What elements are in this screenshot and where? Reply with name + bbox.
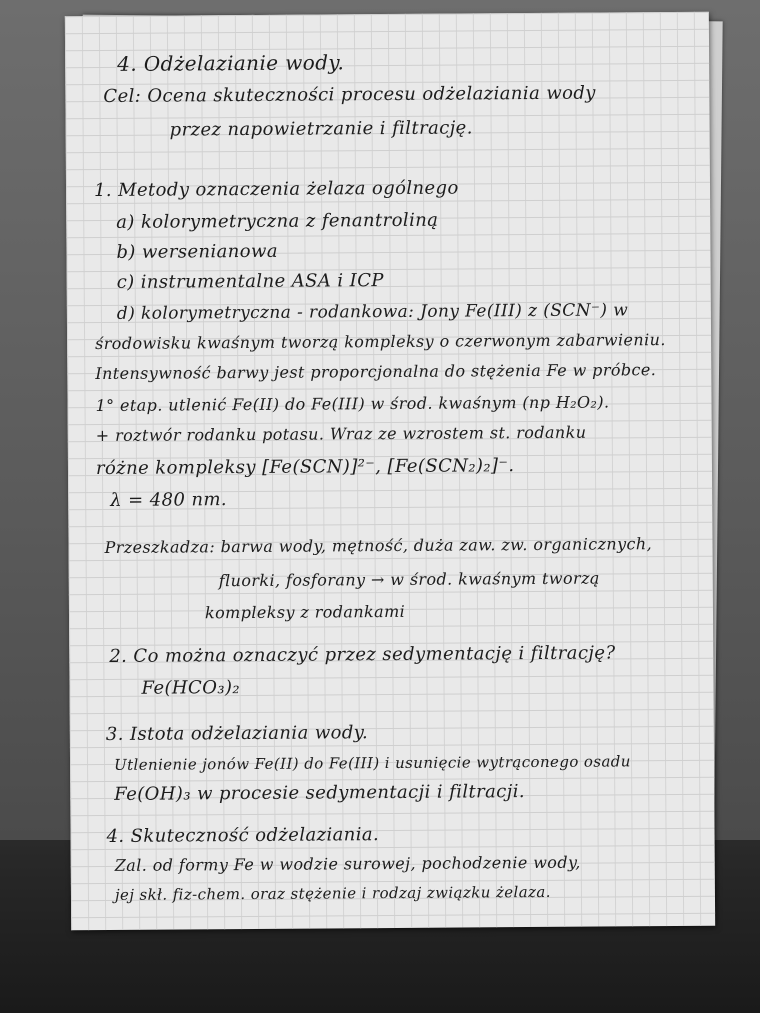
note-title: 4. Odżelazianie wody. [117, 50, 345, 76]
section-3-line-1: Utlenienie jonów Fe(II) do Fe(III) i usunięcie wytrąconego osadu [113, 752, 631, 774]
section-4-heading: 4. Skuteczność odżelaziania. [106, 824, 380, 847]
section-1-item-d-line-6: różne kompleksy [Fe(SCN)]²⁻, [Fe(SCN₂)₂]⁻. [95, 455, 515, 480]
goal-line-1: Cel: Ocena skuteczności procesu odżelaziania wody [103, 82, 596, 107]
notebook-page [65, 12, 715, 930]
section-2-answer: Fe(HCO₃)₂ [141, 677, 241, 699]
section-1-heading: 1. Metody oznaczenia żelaza ogólnego [93, 177, 459, 202]
section-1-item-b: b) wersenianowa [116, 240, 279, 263]
section-3-line-2: Fe(OH)₃ w procesie sedymentacji i filtracji. [114, 781, 526, 805]
section-1-item-d-line-3: Intensywność barwy jest proporcjonalna do stężenia Fe w próbce. [95, 360, 657, 384]
section-4-line-2: jej skł. fiz-chem. oraz stężenie i rodzaj związku żelaza. [114, 882, 551, 904]
goal-line-2: przez napowietrzanie i filtrację. [169, 117, 473, 141]
section-3-heading: 3. Istota odżelaziania wody. [105, 722, 369, 745]
section-1-item-d-line-4: 1° etap. utlenić Fe(II) do Fe(III) w środ. kwaśnym (np H₂O₂). [95, 392, 610, 416]
wavelength-note: λ = 480 nm. [110, 489, 228, 511]
interferences-line-1: Przeszkadza: barwa wody, mętność, duża zaw. zw. organicznych, [104, 534, 653, 557]
section-1-item-a: a) kolorymetryczna z fenantroliną [116, 209, 439, 233]
interferences-line-2: fluorki, fosforany → w środ. kwaśnym tworzą [218, 568, 600, 591]
section-1-item-d-line-2: środowisku kwaśnym tworzą kompleksy o czerwonym zabarwieniu. [95, 330, 666, 354]
interferences-line-3: kompleksy z rodankami [204, 601, 406, 623]
section-1-item-d-line-5: + roztwór rodanku potasu. Wraz ze wzrostem st. rodanku [95, 422, 587, 446]
section-1-item-d: d) kolorymetryczna - rodankowa: Jony Fe(III) z (SCN⁻) w [116, 300, 629, 324]
section-2-heading: 2. Co można oznaczyć przez sedymentację i filtrację? [109, 642, 616, 667]
section-1-item-c: c) instrumentalne ASA i ICP [116, 270, 384, 293]
section-4-line-1: Zal. od formy Fe w wodzie surowej, pochodzenie wody, [114, 852, 581, 875]
